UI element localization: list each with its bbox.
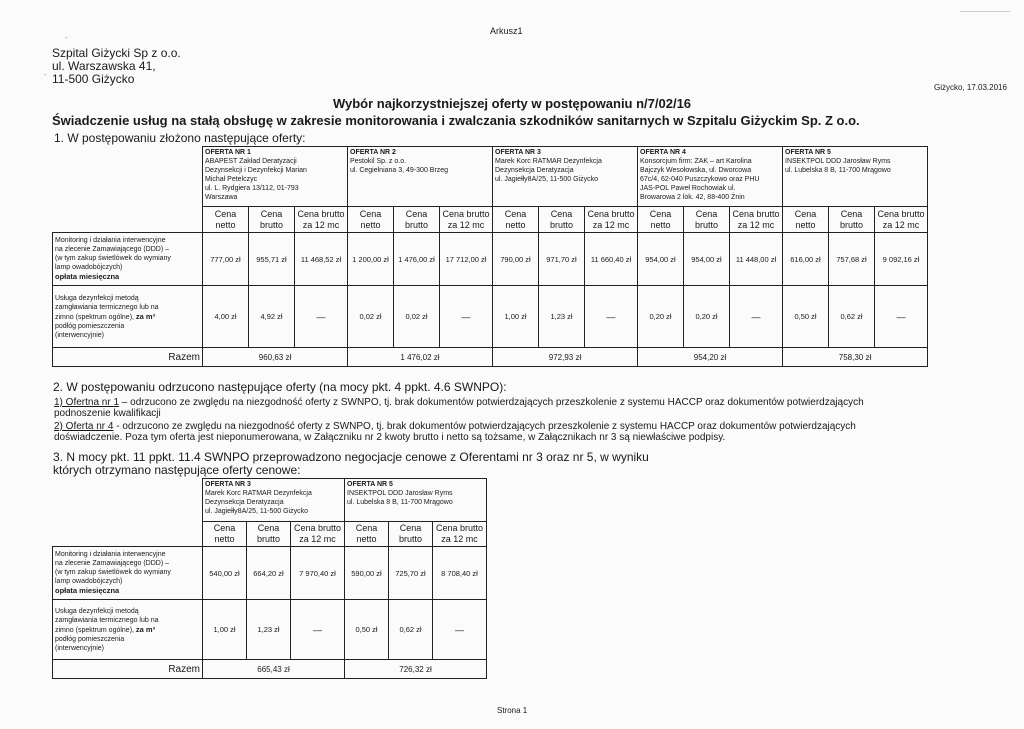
razem-value: 972,93 zł bbox=[493, 348, 638, 367]
razem-label: Razem bbox=[53, 660, 203, 679]
section-1-heading: 1. W postępowaniu złożono następujące oferty: bbox=[54, 131, 306, 145]
price-cell: 17 712,00 zł bbox=[440, 233, 493, 286]
scan-mark: - bbox=[44, 70, 47, 79]
sender-line: Szpital Giżycki Sp z o.o. bbox=[52, 46, 181, 60]
col-brutto-12: Cena brutto za 12 mc bbox=[875, 207, 928, 233]
empty-cell bbox=[53, 479, 203, 522]
page-number: Strona 1 bbox=[497, 706, 528, 715]
price-cell: 790,00 zł bbox=[493, 233, 539, 286]
price-cell: — bbox=[875, 286, 928, 348]
price-cell: 1,23 zł bbox=[247, 600, 291, 660]
price-cell: 777,00 zł bbox=[203, 233, 249, 286]
price-cell: 0,50 zł bbox=[783, 286, 829, 348]
rejected-offer-1: 1) Ofertna nr 1 – odrzucono ze zwględu na niezgodność oferty z SWNPO, tj. brak dokumentów potwierdzających przeszkolenie z systemu HACCP oraz dokumentów potwierdzających podnoszenie kwalifikacji bbox=[54, 397, 864, 419]
price-cell: 11 448,00 zł bbox=[730, 233, 783, 286]
offer-5-header: OFERTA NR 5 INSEKTPOL DDD Jarosław Ryms ul. Lubelska 8 B, 11-700 Mrągowo bbox=[783, 147, 928, 207]
row-1-description: Monitoring i działania interwencyjne na zlecenie Zamawiającego (DDD) – (w tym zakup świetlówek do wymiany lamp owadobójczych) opłata miesięczna bbox=[53, 233, 203, 286]
razem-row bbox=[53, 660, 487, 679]
price-cell: 4,92 zł bbox=[249, 286, 295, 348]
razem-row bbox=[53, 348, 928, 367]
price-cell: 4,00 zł bbox=[203, 286, 249, 348]
negotiated-header-row bbox=[53, 479, 487, 522]
col-brutto-12: Cena brutto za 12 mc bbox=[433, 522, 487, 547]
col-brutto: Cena brutto bbox=[394, 207, 440, 233]
col-brutto: Cena brutto bbox=[249, 207, 295, 233]
price-cell: 955,71 zł bbox=[249, 233, 295, 286]
page-subtitle: Świadczenie usług na stałą obsługę w zakresie monitorowania i zwalczania szkodników sanitarnych w Szpitalu Giżyckim Sp. Z o.o. bbox=[52, 113, 860, 128]
page-title: Wybór najkorzystniejszej oferty w postępowaniu n/7/02/16 bbox=[332, 96, 692, 111]
price-cell: 1,00 zł bbox=[203, 600, 247, 660]
offer-2-header: OFERTA NR 2 Pestokil Sp. z o.o. ul. Cegielniana 3, 49-300 Brzeg bbox=[348, 147, 493, 207]
price-columns-row bbox=[53, 522, 487, 547]
row-1-description: Monitoring i działania interwencyjne na zlecenie Zamawiającego (DDD) – (w tym zakup świetlówek do wymiany lamp owadobójczych) opłata miesięczna bbox=[53, 547, 203, 600]
razem-value: 954,20 zł bbox=[638, 348, 783, 367]
price-cell: 1 476,00 zł bbox=[394, 233, 440, 286]
price-cell: 0,62 zł bbox=[829, 286, 875, 348]
sender-line: ul. Warszawska 41, bbox=[52, 59, 156, 73]
rejected-offer-2: 2) Oferta nr 4 - odrzucono ze zwględu na niezgodność oferty z SWNPO, tj. brak dokumentów potwierdzających przeszkolenie z systemu HACCP oraz dokumentów potwierdzających doświadczenie. Poza tym oferta jest nieponumerowana, w Załączniku nr 2 kwoty brutto i netto są tożsame, w Załącznikach nr 3 są niewłaściwe podpisy. bbox=[54, 421, 856, 443]
col-brutto-12: Cena brutto za 12 mc bbox=[730, 207, 783, 233]
price-cell: 725,70 zł bbox=[389, 547, 433, 600]
razem-value: 665,43 zł bbox=[203, 660, 345, 679]
row-2-description: Usługa dezynfekcji metodą zamgławiania termicznego lub na zimno (spektrum ogólne), za m³ podłóg pomieszczenia (interwencyjnie) bbox=[53, 600, 203, 660]
price-cell: — bbox=[295, 286, 348, 348]
price-cell: 0,02 zł bbox=[348, 286, 394, 348]
price-cell: 616,00 zł bbox=[783, 233, 829, 286]
price-cell: 540,00 zł bbox=[203, 547, 247, 600]
empty-cell bbox=[53, 522, 203, 547]
razem-value: 758,30 zł bbox=[783, 348, 928, 367]
section-2-heading: 2. W postępowaniu odrzucono następujące oferty (na mocy pkt. 4 ppkt. 4.6 SWNPO): bbox=[53, 380, 507, 394]
price-cell: 0,62 zł bbox=[389, 600, 433, 660]
price-cell: 8 708,40 zł bbox=[433, 547, 487, 600]
empty-cell bbox=[53, 207, 203, 233]
row-2-description: Usługa dezynfekcji metodą zamgławiania termicznego lub na zimno (spektrum ogólne), za m³ podłóg pomieszczenia (interwencyjnie) bbox=[53, 286, 203, 348]
razem-value: 960,63 zł bbox=[203, 348, 348, 367]
col-brutto: Cena brutto bbox=[247, 522, 291, 547]
price-cell: 11 660,40 zł bbox=[585, 233, 638, 286]
price-cell: 0,50 zł bbox=[345, 600, 389, 660]
col-netto: Cena netto bbox=[203, 522, 247, 547]
price-cell: 7 970,40 zł bbox=[291, 547, 345, 600]
col-netto: Cena netto bbox=[348, 207, 394, 233]
price-cell: 954,00 zł bbox=[638, 233, 684, 286]
col-brutto-12: Cena brutto za 12 mc bbox=[295, 207, 348, 233]
offer-3-header: OFERTA NR 3 Marek Korc RATMAR Dezynfekcja Dezynsekcja Deratyzacja ul. Jagiełły8A/25, 11-500 Giżycko bbox=[493, 147, 638, 207]
price-cell: 1 200,00 zł bbox=[348, 233, 394, 286]
table-row bbox=[53, 600, 487, 660]
price-cell: 11 468,52 zł bbox=[295, 233, 348, 286]
price-cell: — bbox=[291, 600, 345, 660]
price-cell: — bbox=[440, 286, 493, 348]
razem-value: 726,32 zł bbox=[345, 660, 487, 679]
sheet-name: Arkusz1 bbox=[490, 26, 523, 36]
empty-cell bbox=[53, 147, 203, 207]
neg-offer-3-header: OFERTA NR 3 Marek Korc RATMAR Dezynfekcja Dezynsekcja Deratyzacja ul. Jagiełły8A/25, 11-500 Giżycko bbox=[203, 479, 345, 522]
col-brutto: Cena brutto bbox=[684, 207, 730, 233]
sender-line: 11-500 Giżycko bbox=[52, 72, 135, 86]
offers-table bbox=[52, 146, 928, 367]
col-brutto: Cena brutto bbox=[829, 207, 875, 233]
price-cell: 0,20 zł bbox=[638, 286, 684, 348]
table-row bbox=[53, 233, 928, 286]
col-netto: Cena netto bbox=[493, 207, 539, 233]
scan-line bbox=[960, 11, 1010, 12]
offers-header-row bbox=[53, 147, 928, 207]
scan-mark: - bbox=[65, 33, 68, 42]
price-cell: 664,20 zł bbox=[247, 547, 291, 600]
price-cell: 590,00 zł bbox=[345, 547, 389, 600]
table-row bbox=[53, 547, 487, 600]
col-brutto-12: Cena brutto za 12 mc bbox=[585, 207, 638, 233]
price-cell: 0,02 zł bbox=[394, 286, 440, 348]
price-cell: 757,68 zł bbox=[829, 233, 875, 286]
neg-offer-5-header: OFERTA NR 5 INSEKTPOL DDD Jarosław Ryms ul. Lubelska 8 B, 11-700 Mrągowo bbox=[345, 479, 487, 522]
price-cell: — bbox=[585, 286, 638, 348]
col-brutto-12: Cena brutto za 12 mc bbox=[291, 522, 345, 547]
price-cell: 1,23 zł bbox=[539, 286, 585, 348]
price-cell: 1,00 zł bbox=[493, 286, 539, 348]
offer-4-header: OFERTA NR 4 Konsorcjum firm: ZAK – art Karolina Bajczyk Wesołowska, ul. Dworcowa 67c/4, 62-040 Puszczykowo oraz PHU JAS-POL Paweł Rochowiak ul. Browarowa 2 lok. 42, 88-400 Żnin bbox=[638, 147, 783, 207]
col-netto: Cena netto bbox=[638, 207, 684, 233]
col-netto: Cena netto bbox=[203, 207, 249, 233]
price-cell: — bbox=[730, 286, 783, 348]
price-cell: 9 092,16 zł bbox=[875, 233, 928, 286]
section-3-heading: 3. N mocy pkt. 11 ppkt. 11.4 SWNPO przeprowadzono negocjacje cenowe z Oferentami nr 3 oraz nr 5, w wyniku których otrzymano następujące oferty cenowe: bbox=[53, 450, 649, 477]
col-brutto-12: Cena brutto za 12 mc bbox=[440, 207, 493, 233]
price-columns-row bbox=[53, 207, 928, 233]
negotiated-table bbox=[52, 478, 487, 679]
sender-address bbox=[52, 47, 181, 86]
price-cell: — bbox=[433, 600, 487, 660]
col-brutto: Cena brutto bbox=[539, 207, 585, 233]
price-cell: 954,00 zł bbox=[684, 233, 730, 286]
col-netto: Cena netto bbox=[783, 207, 829, 233]
col-netto: Cena netto bbox=[345, 522, 389, 547]
offer-1-header: OFERTA NR 1 ABAPEST Zakład Deratyzacji Dezynsekcji i Dezynfekcji Marian Michał Petelczyc ul. L. Rydgiera 13/112, 01-793 Warszawa bbox=[203, 147, 348, 207]
price-cell: 971,70 zł bbox=[539, 233, 585, 286]
razem-value: 1 476,02 zł bbox=[348, 348, 493, 367]
col-brutto: Cena brutto bbox=[389, 522, 433, 547]
table-row bbox=[53, 286, 928, 348]
price-cell: 0,20 zł bbox=[684, 286, 730, 348]
document-date: Giżycko, 17.03.2016 bbox=[934, 83, 1007, 92]
razem-label: Razem bbox=[53, 348, 203, 367]
